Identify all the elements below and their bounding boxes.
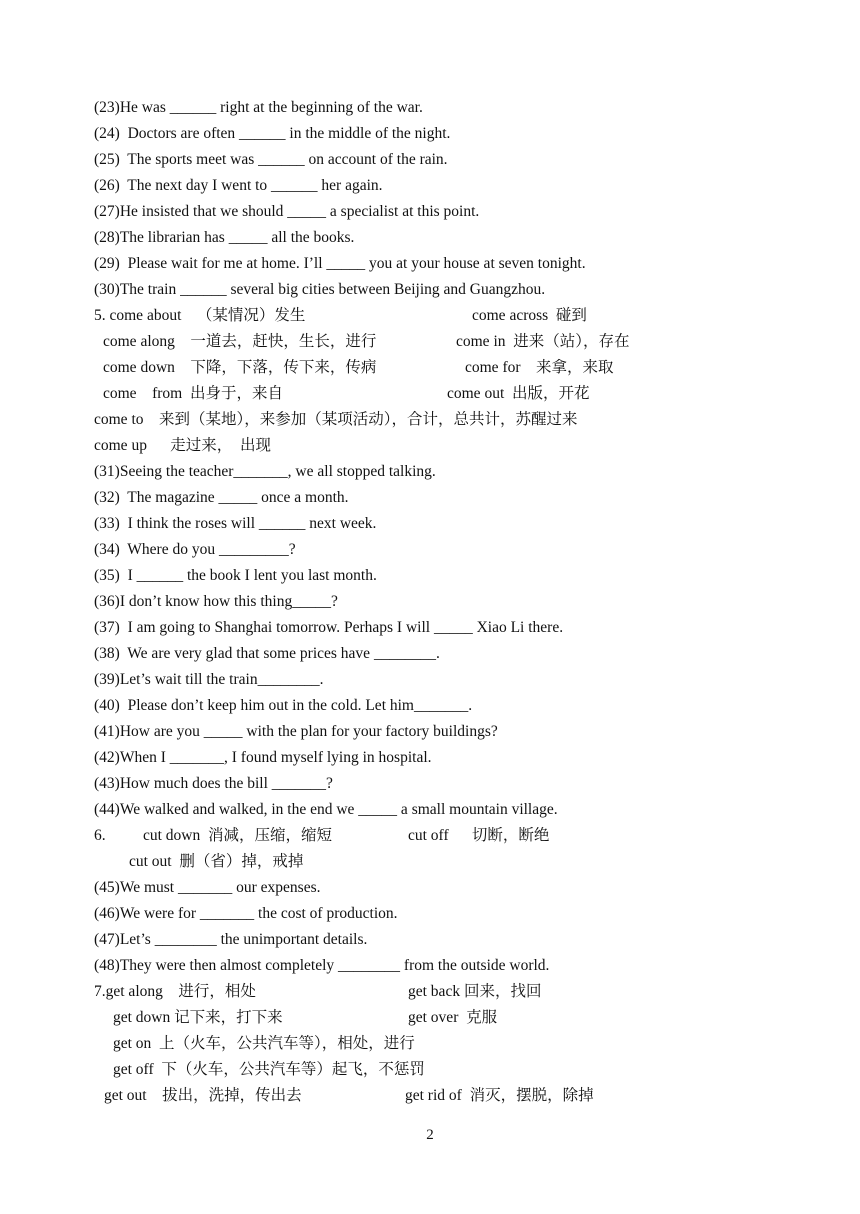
- phrase-cut-down: cut down 消减，压缩，缩短: [143, 827, 333, 844]
- page-number: 2: [426, 1127, 434, 1143]
- exercise-38: (38) We are very glad that some prices have ________.: [94, 645, 440, 662]
- exercise-24: (24) Doctors are often ______ in the middle of the night.: [94, 125, 451, 142]
- exercise-23: (23)He was ______ right at the beginning of the war.: [94, 99, 423, 116]
- exercise-40: (40) Please don’t keep him out in the cold. Let him_______.: [94, 697, 473, 714]
- phrase-come-out: come out 出版，开花: [447, 385, 590, 402]
- exercise-26: (26) The next day I went to ______ her again.: [94, 177, 383, 194]
- phrase-get-rid-of: get rid of 消灭，摆脱，除掉: [405, 1087, 594, 1104]
- exercise-45: (45)We must _______ our expenses.: [94, 879, 321, 896]
- phrase-come-about: 5. come about （某情况）发生: [94, 307, 306, 324]
- exercise-25: (25) The sports meet was ______ on account of the rain.: [94, 151, 448, 168]
- exercise-36: (36)I don’t know how this thing_____?: [94, 593, 338, 610]
- exercise-48: (48)They were then almost completely ________ from the outside world.: [94, 957, 550, 974]
- phrase-get-out: get out 拔出，洗掉，传出去: [104, 1087, 302, 1104]
- phrase-cut-off: cut off 切断，断绝: [408, 827, 550, 844]
- exercise-32: (32) The magazine _____ once a month.: [94, 489, 349, 506]
- exercise-41: (41)How are you _____ with the plan for your factory buildings?: [94, 723, 498, 740]
- phrase-come-across: come across 碰到: [472, 307, 587, 324]
- phrase-come-to: come to 来到（某地），来参加（某项活动），合计，总共计，苏醒过来: [94, 411, 578, 428]
- exercise-46: (46)We were for _______ the cost of production.: [94, 905, 398, 922]
- exercise-27: (27)He insisted that we should _____ a specialist at this point.: [94, 203, 480, 220]
- phrase-come-for: come for 来拿，来取: [465, 359, 614, 376]
- phrase-get-down: get down 记下来，打下来: [113, 1009, 283, 1026]
- exercise-31: (31)Seeing the teacher_______, we all stopped talking.: [94, 463, 436, 480]
- exercise-39: (39)Let’s wait till the train________.: [94, 671, 324, 688]
- exercise-42: (42)When I _______, I found myself lying in hospital.: [94, 749, 432, 766]
- phrase-come-from: come from 出身于，来自: [103, 385, 283, 402]
- section-6-number: 6.: [94, 827, 106, 844]
- exercise-47: (47)Let’s ________ the unimportant details.: [94, 931, 368, 948]
- exercise-30: (30)The train ______ several big cities between Beijing and Guangzhou.: [94, 281, 546, 298]
- phrase-come-down: come down 下降，下落，传下来，传病: [103, 359, 377, 376]
- phrase-come-up: come up 走过来， 出现: [94, 437, 271, 454]
- exercise-33: (33) I think the roses will ______ next week.: [94, 515, 377, 532]
- phrase-get-on: get on 上（火车，公共汽车等），相处，进行: [113, 1035, 415, 1052]
- phrase-get-along: 7.get along 进行，相处: [94, 983, 256, 1000]
- phrase-get-over: get over 克服: [408, 1009, 498, 1026]
- exercise-35: (35) I ______ the book I lent you last month.: [94, 567, 377, 584]
- exercise-34: (34) Where do you _________?: [94, 541, 296, 558]
- exercise-37: (37) I am going to Shanghai tomorrow. Perhaps I will _____ Xiao Li there.: [94, 619, 564, 636]
- exercise-28: (28)The librarian has _____ all the books.: [94, 229, 355, 246]
- exercise-44: (44)We walked and walked, in the end we _____ a small mountain village.: [94, 801, 558, 818]
- exercise-43: (43)How much does the bill _______?: [94, 775, 333, 792]
- phrase-get-off: get off 下（火车，公共汽车等）起飞，不惩罚: [113, 1061, 425, 1078]
- phrase-come-along: come along 一道去，赶快，生长，进行: [103, 333, 377, 350]
- phrase-get-back: get back 回来，找回: [408, 983, 542, 1000]
- phrase-come-in: come in 进来（站），存在: [456, 333, 630, 350]
- phrase-cut-out: cut out 删（省）掉，戒掉: [129, 853, 304, 870]
- exercise-29: (29) Please wait for me at home. I’ll _____ you at your house at seven tonight.: [94, 255, 586, 272]
